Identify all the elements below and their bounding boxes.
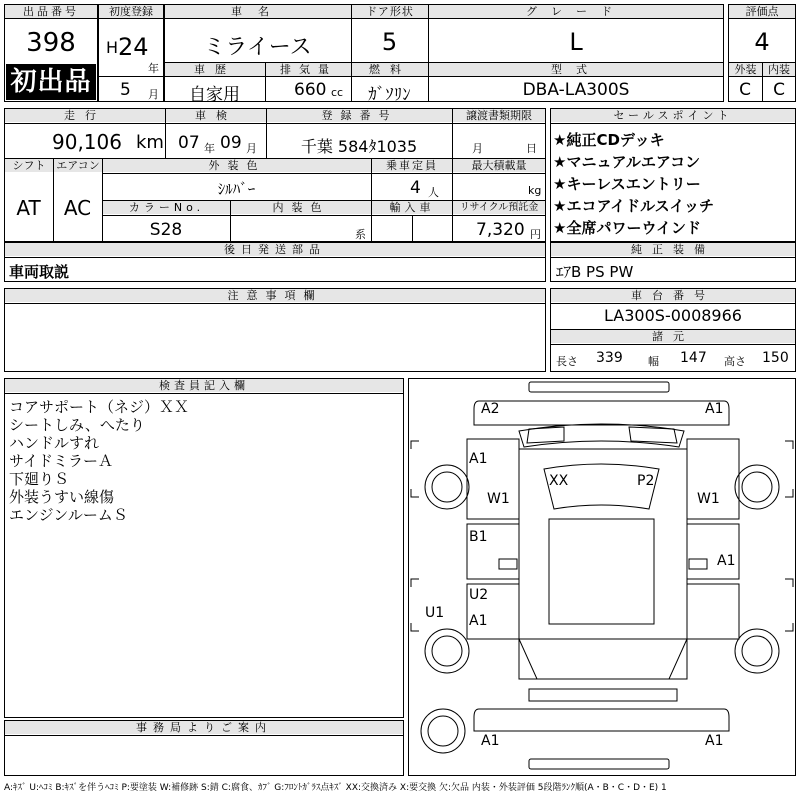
- mileage: 90,106: [52, 130, 122, 154]
- inspector-line-2: シートしみ、へたり: [9, 416, 145, 434]
- model-label: 型式: [429, 63, 723, 76]
- transfer-month: 月: [472, 142, 483, 155]
- recycle-label: リサイクル預託金: [453, 201, 545, 214]
- int-color-label: 内装色: [231, 201, 371, 214]
- inspector-line-6: 外装うすい線傷: [9, 488, 115, 506]
- chassis-number: LA300S-0008966: [604, 306, 742, 325]
- sales-point-4: ★エコアイドルスイッチ: [553, 197, 715, 215]
- interior-label: 内装: [763, 63, 795, 76]
- car-diagram: [408, 378, 796, 776]
- history-label: 車歴: [165, 63, 265, 76]
- mileage-unit: km: [136, 132, 164, 153]
- inspector-line-7: エンジンルームＳ: [9, 506, 128, 524]
- doors: 5: [381, 28, 398, 56]
- grade-label: グレード: [429, 5, 723, 18]
- sales-point-2: ★マニュアルエアコン: [553, 153, 701, 171]
- damage-mark-w1-right: W1: [697, 491, 720, 507]
- damage-mark-w1-left: W1: [487, 491, 510, 507]
- year-unit: 年: [148, 62, 159, 75]
- capacity-label: 乗車定員: [372, 159, 452, 172]
- fuel: ｶﾞｿﾘﾝ: [368, 85, 411, 105]
- score-label: 評価点: [729, 5, 795, 18]
- genuine-value: ｴｱB PS PW: [556, 263, 634, 281]
- inspector-line-3: ハンドルすれ: [9, 434, 100, 452]
- car-name-label: 車名: [165, 5, 351, 18]
- sales-point-3: ★キーレスエントリー: [553, 175, 701, 193]
- length: 339: [596, 350, 623, 366]
- insp-year-unit: 年: [204, 142, 215, 155]
- inspector-line-5: 下廻りＳ: [9, 470, 70, 488]
- first-reg-label: 初度登録: [99, 5, 163, 18]
- legend: A:ｷｽﾞ U:ﾍｺﾐ B:ｷｽﾞを伴うﾍｺﾐ P:要塗装 W:補修跡 S:錆 C:腐食、ｶﾌﾞ G:ﾌﾛﾝﾄｶﾞﾗｽ点ｷｽﾞ XX:交換済み X:要交換 欠:欠品 内装・外装評価 5段階ﾗﾝｸ順(A・B・C・D・E) 1: [4, 783, 667, 793]
- damage-mark-p2: P2: [637, 473, 655, 489]
- damage-mark-a2-front-left: A2: [481, 401, 500, 417]
- aircon: AC: [63, 196, 92, 220]
- height: 150: [762, 350, 789, 366]
- office-label: 事務局よりご案内: [5, 721, 403, 734]
- first-reg-year: 24: [118, 33, 149, 61]
- capacity-unit: 人: [428, 186, 439, 199]
- damage-mark-a1-rear-left: A1: [481, 733, 500, 749]
- color-no: S28: [149, 220, 183, 240]
- damage-mark-a1-rear-right: A1: [705, 733, 724, 749]
- recycle-unit: 円: [530, 228, 541, 241]
- inspector-line-4: サイドミラーＡ: [9, 452, 113, 470]
- info-box: [4, 108, 546, 242]
- chassis-label: 車台番号: [551, 289, 795, 302]
- genuine-label: 純正装備: [551, 243, 795, 256]
- score: 4: [754, 28, 770, 56]
- color-no-label: カラーNo.: [103, 201, 230, 214]
- aircon-label: エアコン: [54, 159, 102, 172]
- load-unit: kg: [528, 184, 542, 197]
- damage-mark-b1: B1: [469, 529, 488, 545]
- exterior-grade: C: [739, 80, 751, 100]
- inspector-line-1: コアサポート（ネジ）ＸＸ: [9, 398, 190, 416]
- transfer-day: 日: [526, 142, 537, 155]
- int-color-unit: 系: [355, 228, 366, 241]
- car-outline-svg: [409, 379, 795, 775]
- mileage-label: 走行: [5, 109, 165, 122]
- reg-number: 千葉 584ﾀ1035: [300, 137, 418, 156]
- damage-mark-a1-front-right: A1: [705, 401, 724, 417]
- lot-number: 398: [26, 28, 76, 58]
- damage-mark-a1-right-door: A1: [717, 553, 736, 569]
- era: H: [106, 38, 119, 57]
- reg-number-label: 登録番号: [267, 109, 452, 122]
- model: DBA-LA300S: [522, 80, 630, 100]
- car-name: ミライース: [203, 35, 312, 60]
- grade: L: [569, 28, 583, 56]
- import-label: 輸入車: [372, 201, 452, 214]
- recycle: 7,320: [476, 220, 525, 240]
- lot-label: 出品番号: [5, 5, 97, 18]
- sales-point-5: ★全席パワーウインド: [553, 219, 701, 237]
- damage-mark-u2: U2: [469, 587, 489, 603]
- damage-mark-a1-left-rear-door: A1: [469, 613, 488, 629]
- later-parts-value: 車両取説: [9, 263, 70, 281]
- load-label: 最大積載量: [453, 159, 545, 172]
- exterior-label: 外装: [729, 63, 762, 76]
- insp-month: 09: [220, 133, 242, 153]
- sales-points-label: セールスポイント: [551, 109, 795, 122]
- inspector-label: 検査員記入欄: [5, 379, 403, 392]
- ext-color-label: 外装色: [103, 159, 371, 172]
- capacity: 4: [410, 178, 421, 198]
- height-label: 高さ: [724, 355, 746, 368]
- transfer-label: 譲渡書類期限: [453, 109, 545, 122]
- damage-mark-a1-left-fender: A1: [469, 451, 488, 467]
- displacement: 660: [294, 80, 327, 100]
- later-parts-label: 後日発送部品: [5, 243, 545, 256]
- width: 147: [680, 350, 707, 366]
- interior-grade: C: [773, 80, 785, 100]
- notes-label: 注意事項欄: [5, 289, 545, 302]
- doors-label: ドア形状: [352, 5, 428, 18]
- first-listing-badge: 初出品: [6, 64, 96, 100]
- fuel-label: 燃料: [352, 63, 428, 76]
- displacement-unit: cc: [331, 86, 344, 99]
- width-label: 幅: [648, 355, 659, 368]
- shift-label: シフト: [5, 159, 53, 172]
- first-reg-month: 5: [120, 80, 131, 100]
- insp-year: 07: [178, 133, 200, 153]
- ext-color: ｼﾙﾊﾞｰ: [217, 180, 256, 198]
- spec-label: 諸元: [551, 330, 795, 343]
- damage-mark-u1: U1: [425, 605, 445, 621]
- inspection-label: 車検: [166, 109, 266, 122]
- history: 自家用: [189, 85, 240, 105]
- displacement-label: 排気量: [266, 63, 351, 76]
- length-label: 長さ: [556, 355, 578, 368]
- damage-mark-xx: XX: [549, 473, 569, 489]
- shift: AT: [16, 196, 41, 220]
- month-unit: 月: [148, 88, 159, 101]
- insp-month-unit: 月: [246, 142, 257, 155]
- sales-point-1: ★純正CDデッキ: [553, 131, 665, 149]
